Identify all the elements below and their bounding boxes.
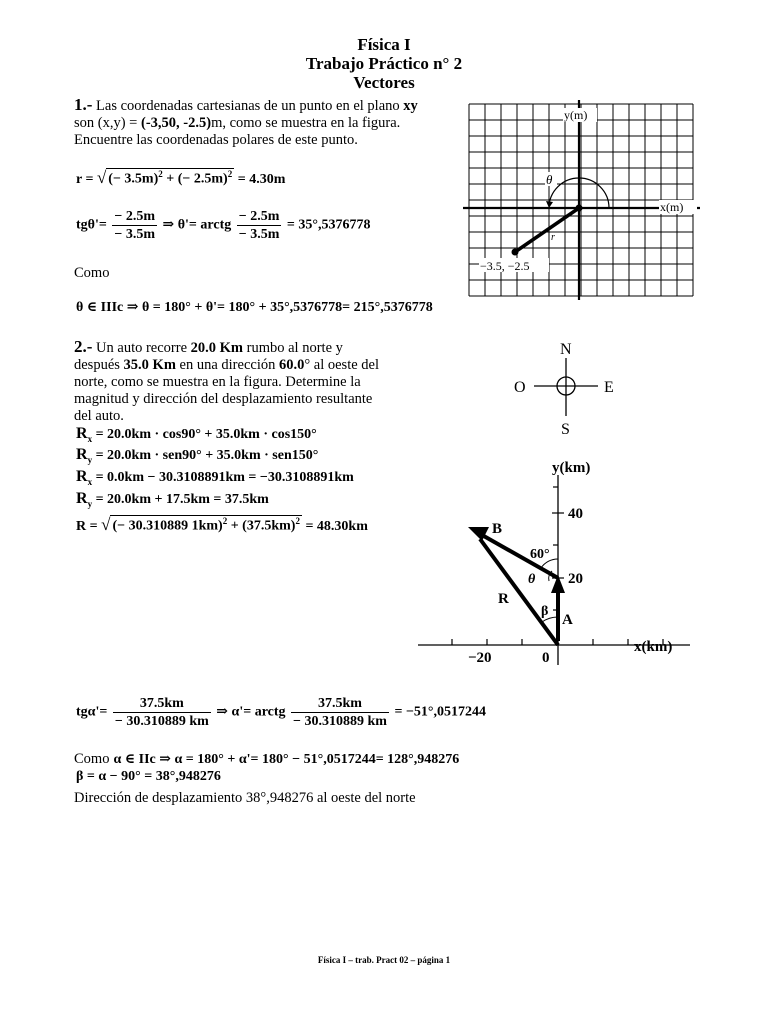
equation-r: r = √ (− 3.5m)$^2$ + (− 2.5m)$^2$ = 4.30m	[76, 168, 286, 187]
eq5-term2: (37.5km)	[242, 519, 296, 534]
eq3-body: = 0.0km − 30.3108891km = −30.3108891km	[95, 470, 354, 485]
eq1-sub: x	[87, 433, 93, 444]
point-label: −3.5, −2.5	[480, 259, 530, 273]
conclusion: Dirección de desplazamiento 38°,948276 al oeste del norte	[74, 790, 416, 806]
equation-theta: θ ∈ IIIc ⇒ θ = 180° + θ'= 180° + 35°,5376778= 215°,5376778	[76, 300, 433, 315]
equation-ry-1	[76, 446, 318, 465]
p1-line2-pre: son (x,y) =	[74, 115, 138, 131]
eq-tg-den1: − 3.5m	[114, 227, 155, 242]
label-a: A	[562, 612, 573, 628]
p2-como: Como	[74, 751, 110, 767]
compass-n: N	[560, 341, 572, 358]
eq-tg-mid: ⇒ θ'= arctg	[162, 217, 232, 233]
equation-rx-1	[76, 425, 317, 444]
eq-r-term2: (− 2.5m)	[177, 172, 228, 187]
p1-como: Como	[74, 265, 110, 281]
y-km-label: y(km)	[552, 460, 591, 476]
compass-o: O	[514, 379, 526, 396]
r-label: r	[551, 232, 555, 243]
p1-line3: Encuentre las coordenadas polares de este punto.	[74, 132, 358, 148]
label-theta2: θ	[528, 572, 536, 587]
p2-l1-post: rumbo al norte y	[246, 340, 343, 356]
title-practice: Trabajo Práctico n° 2	[305, 54, 463, 73]
eq-tg-den2: − 3.5m	[238, 227, 280, 242]
p2-l1-bold: 20.0 Km	[190, 340, 244, 356]
p2-line2	[74, 356, 379, 374]
p2-line4: magnitud y dirección del desplazamiento resultante	[74, 391, 373, 407]
p2-l2-pre: después	[74, 357, 120, 373]
p1-line2-bold: (-3,50, -2.5)	[140, 115, 212, 131]
problem1-statement	[74, 96, 418, 115]
eq2-body: = 20.0km · sen90° + 35.0km · sen150°	[95, 448, 319, 463]
eq6-den2: − 30.310889 km	[293, 714, 387, 729]
problem1-number: 1.-	[74, 95, 93, 114]
eq5-exp2: 2	[295, 516, 300, 527]
compass-e: E	[604, 379, 614, 396]
p2-l2-bold2: 60.0	[278, 357, 305, 373]
compass-rose	[508, 336, 624, 440]
compass-s: S	[561, 421, 570, 438]
eq-tg-lhs: tgθ'=	[76, 217, 107, 233]
title-course: Física I	[357, 35, 411, 54]
problem2-number: 2.-	[74, 337, 93, 356]
eq4-body: = 20.0km + 17.5km = 37.5km	[95, 492, 269, 507]
eq-tg-result: = 35°,5376778	[286, 217, 371, 233]
p2-line3: norte, como se muestra en la figura. Determine la	[74, 374, 361, 390]
eq5-term1: (− 30.310889 1km)	[112, 519, 223, 534]
y-axis-label: y(m)	[564, 108, 588, 122]
eq6-den1: − 30.310889 km	[114, 714, 209, 729]
eq5-result: = 48.30km	[305, 519, 368, 534]
eq-tg-num2: − 2.5m	[238, 209, 280, 224]
label-beta: β	[541, 604, 549, 619]
p2-l1-pre: Un auto recorre	[96, 340, 188, 356]
eq-r-term1: (− 3.5m)	[108, 172, 159, 187]
title-topic: Vectores	[353, 73, 415, 92]
equation-ry-2	[76, 490, 269, 509]
eq6-mid: ⇒ α'= arctg	[216, 704, 286, 720]
tick-20: 20	[568, 571, 583, 587]
equation-rx-2	[76, 468, 354, 487]
p1-line2-post: m, como se muestra en la figura.	[211, 115, 401, 131]
x-axis-label: x(m)	[660, 200, 684, 214]
equation-r-magnitude: R = √ (− 30.310889 $1km)^2 + (37.5km)^2 = 48.30km$	[76, 515, 368, 534]
point-dot	[512, 249, 519, 256]
theta-label: θ	[546, 172, 553, 187]
tick-0: 0	[542, 650, 550, 666]
eq4-sub: y	[87, 498, 93, 509]
figure-polar-grid	[463, 100, 700, 300]
eq4-r: R	[76, 490, 88, 507]
p2-l2-post: ° al oeste del	[304, 357, 380, 373]
eq6-num2: 37.5km	[291, 695, 389, 713]
tick-minus20: −20	[468, 650, 492, 666]
eq5-lhs: R =	[76, 519, 98, 534]
eq-r-plus: +	[166, 172, 175, 187]
tick-40: 40	[568, 506, 583, 522]
label-b: B	[492, 521, 503, 537]
eq5-exp1: 2	[222, 516, 228, 527]
eq3-sub: x	[87, 476, 93, 487]
page-footer: Física I – trab. Pract 02 – página 1	[317, 955, 451, 965]
eq1-body: = 20.0km · cos90° + 35.0km · cos150°	[95, 427, 317, 442]
eq2-r: R	[76, 446, 88, 463]
origin-dot	[576, 205, 583, 212]
problem2-statement	[74, 338, 343, 357]
eq3-r: R	[76, 468, 88, 485]
eq6-num1: 37.5km	[113, 695, 211, 713]
eq5-plus: +	[230, 519, 239, 534]
eq2-sub: y	[87, 454, 93, 465]
equation-tg-alpha	[76, 695, 486, 730]
eq-r-result: = 4.30m	[237, 172, 286, 187]
equation-beta: β = α − 90° = 38°,948276	[76, 769, 221, 784]
equation-tg-theta	[76, 208, 370, 243]
eq-r-exp1: 2	[158, 169, 163, 180]
p1-line1: Las coordenadas cartesianas de un punto en el plano	[96, 98, 400, 114]
figure-vectors	[412, 455, 698, 670]
p2-l2-mid: en una dirección	[179, 357, 276, 373]
eq6-lhs: tgα'=	[76, 704, 108, 720]
eq7-body: α ∈ IIc ⇒ α = 180° + α'= 180° − 51°,0517244= 128°,948276	[113, 752, 460, 767]
eq-r-lhs: r =	[76, 172, 94, 187]
label-60: 60°	[530, 547, 550, 562]
x-km-label: x(km)	[634, 639, 673, 655]
p1-line2	[74, 114, 400, 132]
equation-alpha	[74, 750, 459, 768]
eq6-result: = −51°,0517244	[394, 704, 487, 720]
label-r: R	[498, 591, 509, 607]
p2-line5: del auto.	[74, 408, 124, 424]
p1-line1-bold: xy	[403, 98, 418, 114]
eq-r-exp2: 2	[227, 169, 233, 180]
vector-r	[515, 208, 579, 252]
p2-l2-bold1: 35.0 Km	[123, 357, 176, 373]
eq1-r: R	[76, 425, 88, 442]
eq-tg-num1: − 2.5m	[114, 209, 155, 224]
